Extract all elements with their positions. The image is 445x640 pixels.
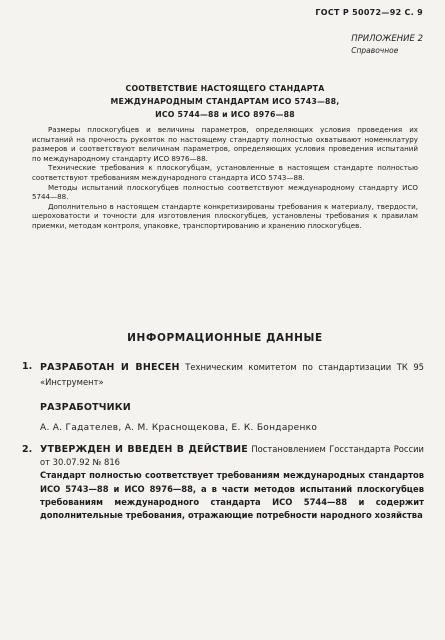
developers-list: А. А. Гадателев, А. М. Краснощекова, Е. К. Бондаренко <box>40 423 318 433</box>
item-decree: Постановлением Госстандарта России от 30.07.92 № 816 <box>40 444 425 468</box>
info-section <box>22 360 424 522</box>
item-lead: УТВЕРЖДЕН И ВВЕДЕН В ДЕЙСТВИЕ <box>40 444 248 455</box>
paragraph: Размеры плоскогубцев и величины параметров, определяющих условия проведения их испытаний на прочность рукояток по настоящему стандарту полностью охватывают номенклатуру размеров и соответствуют величинам параметров, определяющих условия проведения испытаний по международному стандарту ИСО 8976—88. <box>32 125 418 163</box>
appendix-title-line-3: ИСО 5744—88 и ИСО 8976—88 <box>155 110 295 119</box>
appendix-label: ПРИЛОЖЕНИЕ 2 <box>351 34 423 44</box>
appendix-note: Справочное <box>351 46 399 55</box>
info-item-1 <box>22 360 424 389</box>
standard-header: ГОСТ Р 50072—92 С. 9 <box>315 8 423 17</box>
paragraph: Методы испытаний плоскогубцев полностью соответствуют международному стандарту ИСО 5744—88. <box>32 182 418 202</box>
info-item-2 <box>22 443 424 522</box>
item-number: 2. <box>22 444 33 455</box>
item-body <box>40 360 424 389</box>
appendix-title <box>30 82 420 121</box>
paragraph: Технические требования к плоскогубцам, установленные в настоящем стандарте полностью соответствуют требованиям международного стандарта ИСО 5743—88. <box>32 163 418 182</box>
item-text: Стандарт полностью соответствует требованиям международных стандартов ИСО 5743—88 и ИСО 8976—88, а в части методов испытаний плоскогубцев требованиям международного стандарта ИСО 5744—88 и содержит дополнительные требования, отражающие потребности народного хозяйства <box>40 470 424 521</box>
item-number: 1. <box>22 361 33 372</box>
item-body <box>40 443 424 522</box>
developers-title: РАЗРАБОТЧИКИ <box>40 402 131 413</box>
appendix-title-line-2: МЕЖДУНАРОДНЫМ СТАНДАРТАМ ИСО 5743—88, <box>110 97 340 106</box>
item-text: Техническим комитетом по стандартизации ТК 95 «Инструмент» <box>40 362 424 387</box>
item-lead: РАЗРАБОТАН И ВНЕСЕН <box>40 362 180 373</box>
paragraph: Дополнительно в настоящем стандарте конкретизированы требования к материалу, твердости, шероховатости и точности для изготовления плоскогубцев, установлены требования к правилам приемки, методам контроля, упаковке, транспортированию и хранению плоскогубцев. <box>32 201 418 230</box>
appendix-body <box>32 125 418 231</box>
appendix-label-block <box>351 33 423 57</box>
appendix-title-line-1: СООТВЕТСТВИЕ НАСТОЯЩЕГО СТАНДАРТА <box>125 84 325 93</box>
info-section-title: ИНФОРМАЦИОННЫЕ ДАННЫЕ <box>127 332 323 344</box>
